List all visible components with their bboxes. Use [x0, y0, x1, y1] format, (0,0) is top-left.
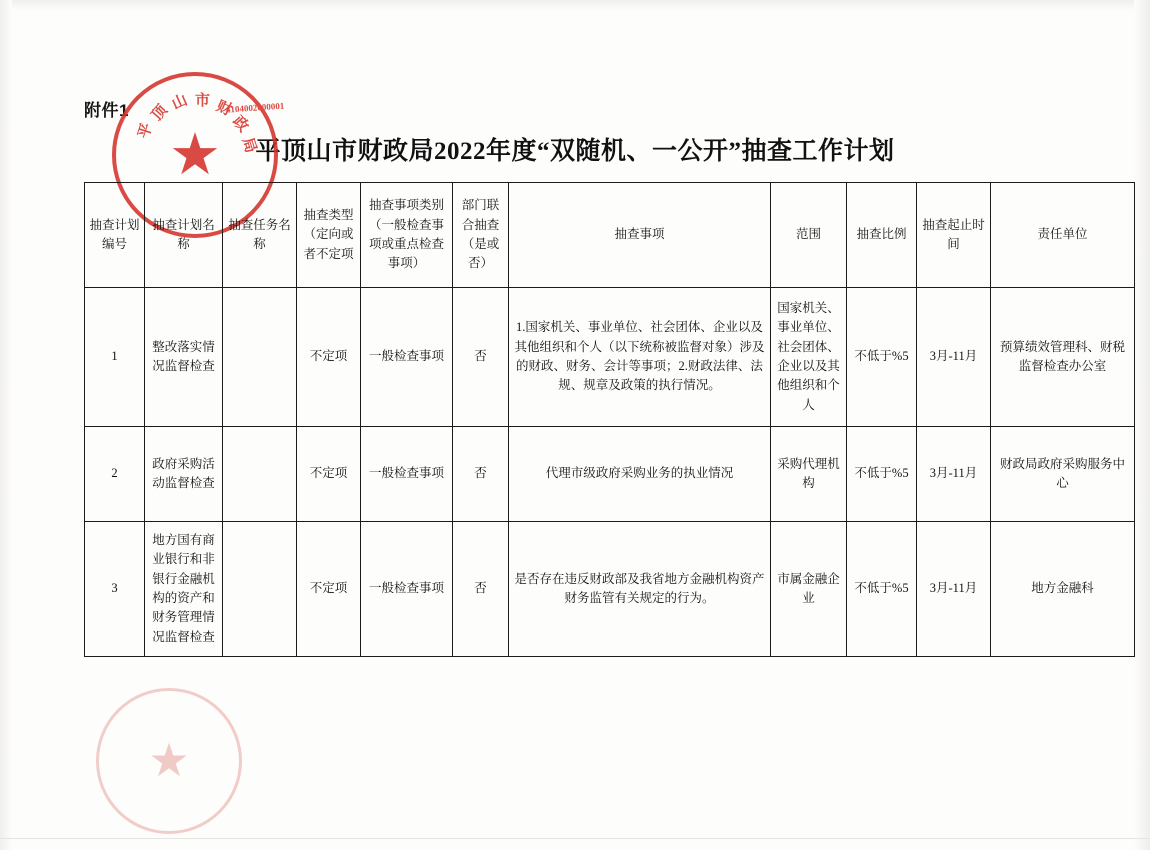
- cell-ratio: 不低于%5: [847, 288, 917, 427]
- cell-type: 不定项: [297, 288, 361, 427]
- cell-period: 3月-11月: [917, 522, 991, 657]
- cell-category: 一般检查事项: [361, 288, 453, 427]
- cell-items: 是否存在违反财政部及我省地方金融机构资产财务监管有关规定的行为。: [509, 522, 771, 657]
- header-joint: 部门联合抽查（是或否）: [453, 183, 509, 288]
- cell-scope: 国家机关、事业单位、社会团体、企业以及其他组织和个人: [771, 288, 847, 427]
- table-header-row: [85, 183, 1135, 288]
- cell-type: 不定项: [297, 522, 361, 657]
- header-ratio: 抽查比例: [847, 183, 917, 288]
- cell-unit: 财政局政府采购服务中心: [991, 427, 1135, 522]
- cell-category: 一般检查事项: [361, 522, 453, 657]
- seal-star-icon-secondary: ★: [148, 735, 190, 786]
- header-items: 抽查事项: [509, 183, 771, 288]
- cell-plan-no: 3: [85, 522, 145, 657]
- cell-plan-name: 地方国有商业银行和非银行金融机构的资产和财务管理情况监督检查: [145, 522, 223, 657]
- cell-scope: 市属金融企业: [771, 522, 847, 657]
- cell-task-name: [223, 288, 297, 427]
- cell-ratio: 不低于%5: [847, 427, 917, 522]
- scan-edge-left: [0, 0, 12, 850]
- page-fold-line: [0, 838, 1150, 839]
- cell-joint: 否: [453, 522, 509, 657]
- cell-plan-name: 政府采购活动监督检查: [145, 427, 223, 522]
- cell-category: 一般检查事项: [361, 427, 453, 522]
- header-plan-no: 抽查计划编号: [85, 183, 145, 288]
- cell-period: 3月-11月: [917, 288, 991, 427]
- scan-edge-right: [1134, 0, 1150, 850]
- cell-unit: 地方金融科: [991, 522, 1135, 657]
- cell-plan-no: 2: [85, 427, 145, 522]
- header-period: 抽查起止时间: [917, 183, 991, 288]
- attachment-label: 附件1: [84, 101, 129, 120]
- cell-items: 1.国家机关、事业单位、社会团体、企业以及其他组织和个人（以下统称被监督对象）涉及的财政、财务、会计等事项；2.财政法律、法规、规章及政策的执行情况。: [509, 288, 771, 427]
- cell-unit: 预算绩效管理科、财税监督检查办公室: [991, 288, 1135, 427]
- cell-task-name: [223, 427, 297, 522]
- header-unit: 责任单位: [991, 183, 1135, 288]
- table-row: [85, 427, 1135, 522]
- seal-star-icon: ★: [169, 122, 221, 187]
- header-scope: 范围: [771, 183, 847, 288]
- cell-scope: 采购代理机构: [771, 427, 847, 522]
- inspection-plan-table: [84, 182, 1135, 657]
- seal-ring-text: 平 顶 山 市 财 政 局 4104002000001: [136, 92, 285, 156]
- header-plan-name: 抽查计划名称: [145, 183, 223, 288]
- cell-period: 3月-11月: [917, 427, 991, 522]
- header-type: 抽查类型（定向或者不定项: [297, 183, 361, 288]
- cell-joint: 否: [453, 427, 509, 522]
- cell-plan-name: 整改落实情况监督检查: [145, 288, 223, 427]
- scan-edge-top: [0, 0, 1150, 10]
- secondary-seal-stamp: [96, 688, 242, 834]
- table-row: [85, 522, 1135, 657]
- cell-task-name: [223, 522, 297, 657]
- header-category: 抽查事项类别（一般检查事项或重点检查事项）: [361, 183, 453, 288]
- cell-type: 不定项: [297, 427, 361, 522]
- cell-joint: 否: [453, 288, 509, 427]
- cell-items: 代理市级政府采购业务的执业情况: [509, 427, 771, 522]
- page-title: 平顶山市财政局2022年度“双随机、一公开”抽查工作计划: [255, 138, 895, 165]
- table-row: [85, 288, 1135, 427]
- header-task-name: 抽查任务名称: [223, 183, 297, 288]
- cell-plan-no: 1: [85, 288, 145, 427]
- cell-ratio: 不低于%5: [847, 522, 917, 657]
